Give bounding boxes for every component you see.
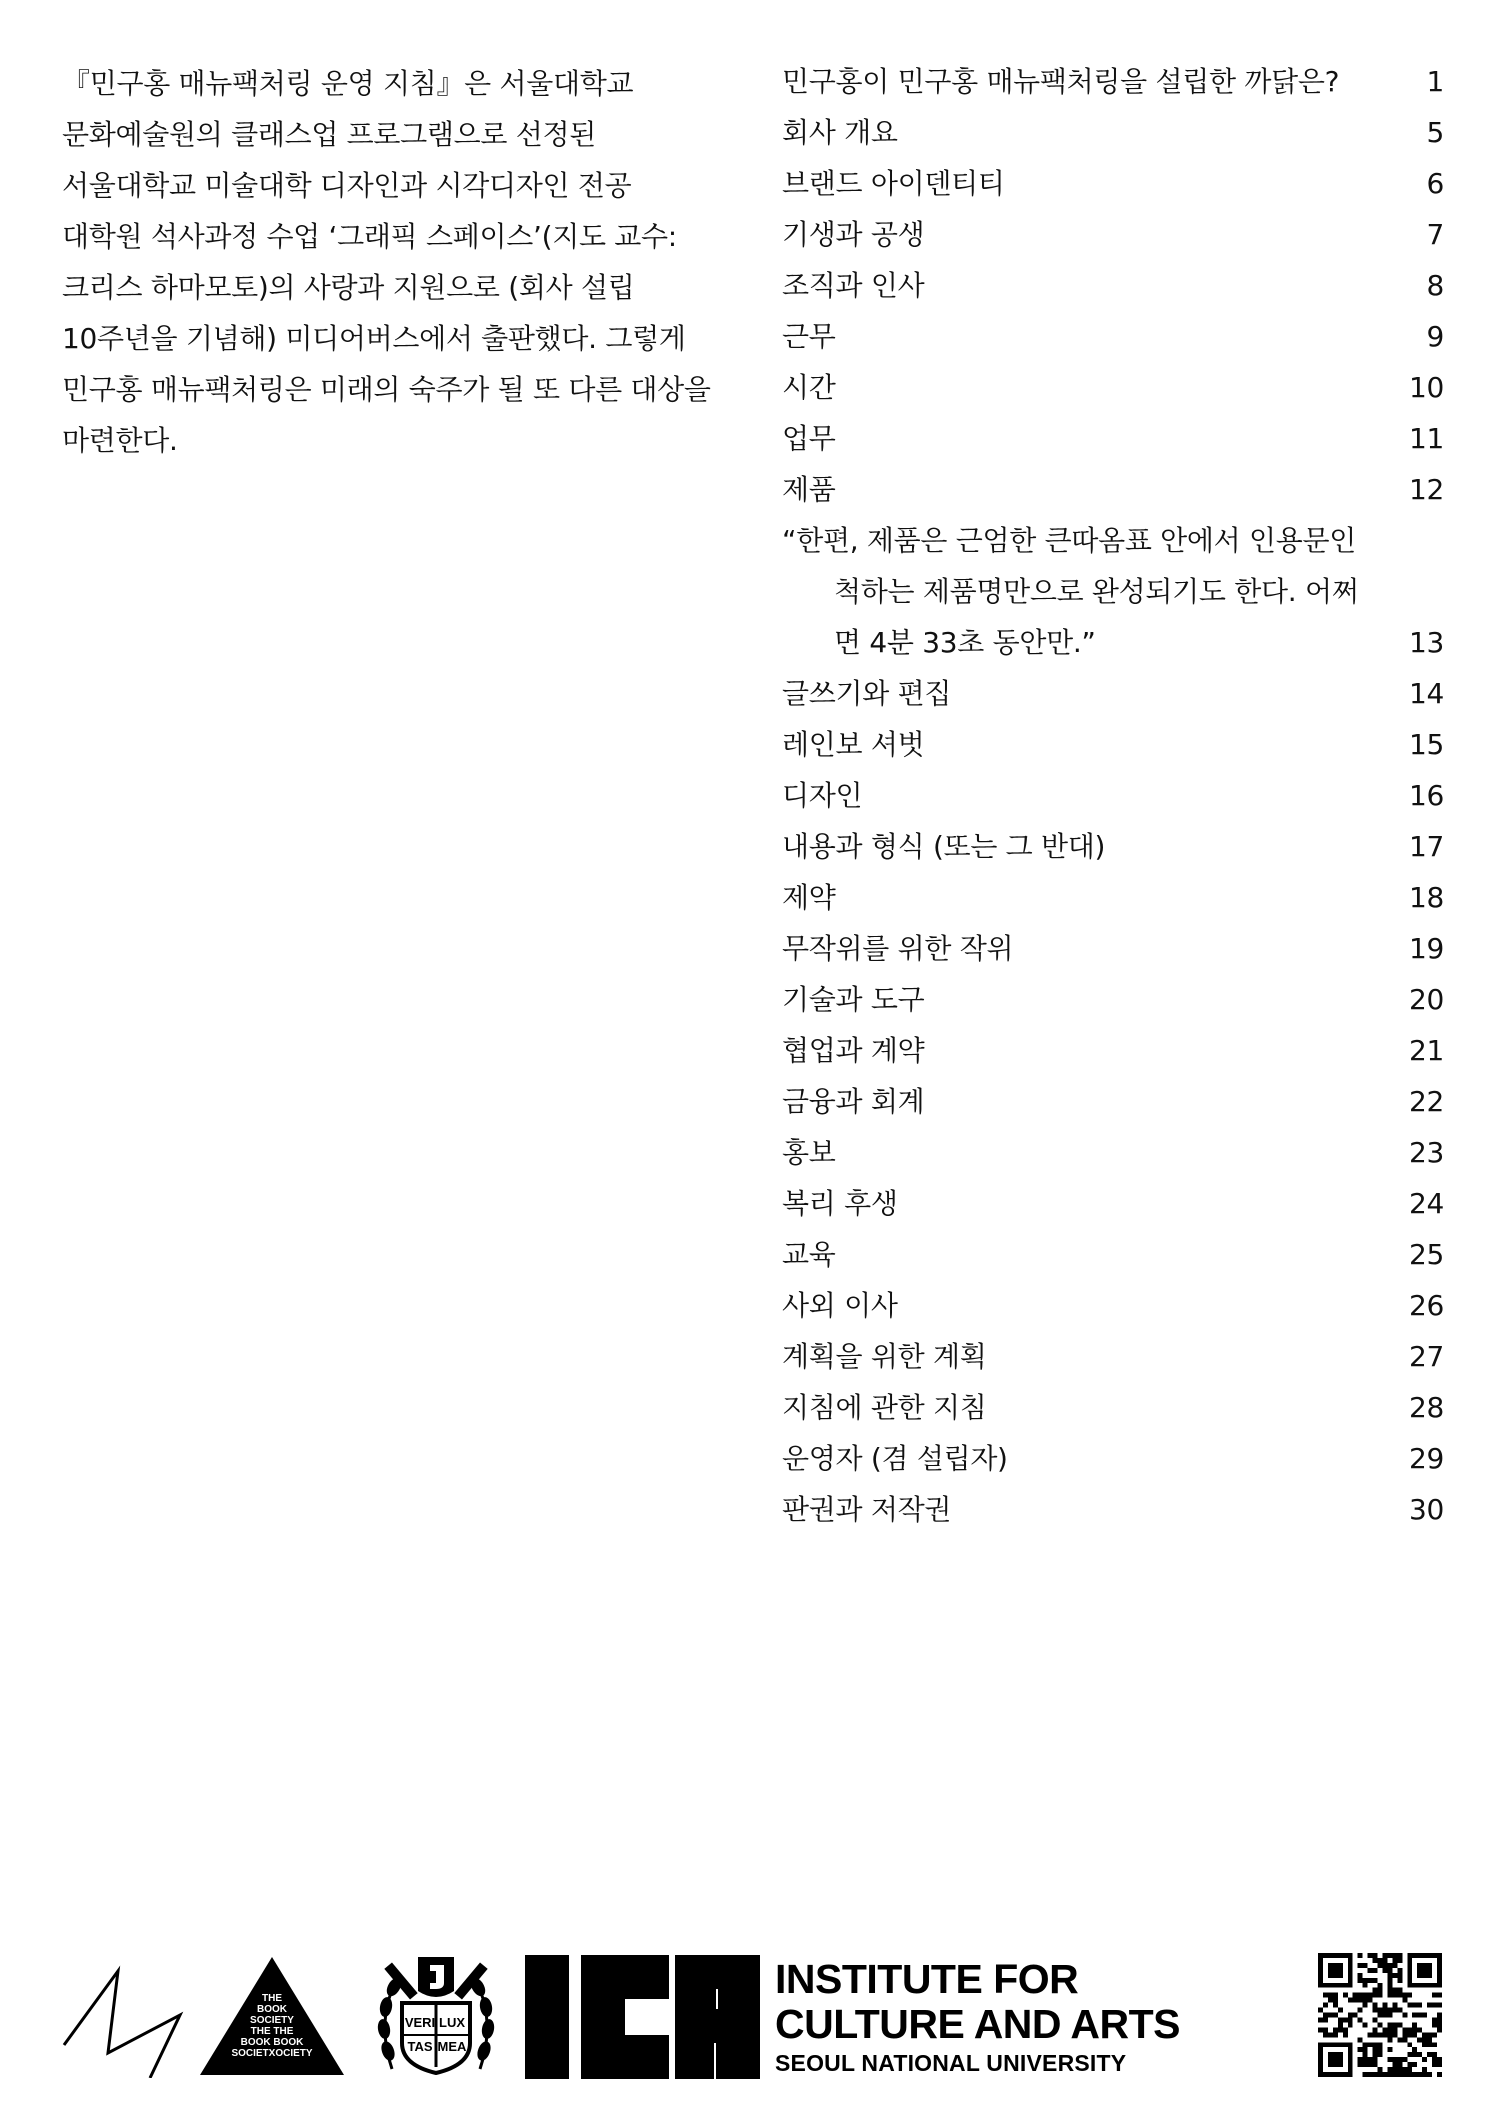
intro-line: 대학원 석사과정 수업 ‘그래픽 스페이스’(지도 교수:: [62, 220, 677, 253]
toc-entry: [782, 107, 1444, 158]
ica-wordmark: [775, 1957, 1195, 2079]
toc-entry-page: 18: [1408, 881, 1444, 914]
toc-entry-page: 1: [1426, 65, 1444, 98]
toc-entry-title: 지침에 관한 지침: [782, 1391, 987, 1424]
ica-wordmark-line: CULTURE AND ARTS: [775, 2001, 1181, 2047]
toc-entry-title: “한편, 제품은 근엄한 큰따옴표 안에서 인용문인 척하는 제품명만으로 완성되기도 한다. 어쩌면 4분 33초 동안만.”: [782, 524, 1359, 659]
toc-entry-title: 기생과 공생: [782, 218, 925, 251]
toc-entry-title: 업무: [782, 422, 836, 455]
table-of-contents: [782, 56, 1444, 1535]
toc-entry: [782, 719, 1444, 770]
toc-entry: [782, 515, 1444, 668]
intro-line: 10주년을 기념해) 미디어버스에서 출판했다. 그렇게: [62, 322, 686, 355]
toc-entry: [782, 923, 1444, 974]
bolt-logo-icon: [60, 1953, 185, 2078]
book-society-logo: [198, 1955, 346, 2077]
toc-entry-page: 25: [1408, 1238, 1444, 1271]
seal-text: VERI: [404, 2015, 436, 2030]
toc-entry: [782, 1076, 1444, 1127]
toc-entry-title: 사외 이사: [782, 1289, 898, 1322]
toc-entry-title: 판권과 저작권: [782, 1493, 952, 1526]
toc-entry-title: 제품: [782, 473, 836, 506]
toc-entry-page: 27: [1408, 1340, 1444, 1373]
toc-entry-page: 14: [1408, 677, 1444, 710]
toc-entry-title: 디자인: [782, 779, 863, 812]
toc-entry: [782, 872, 1444, 923]
toc-entry-title: 제약: [782, 881, 836, 914]
intro-paragraph: [62, 58, 722, 466]
toc-entry-page: 28: [1408, 1391, 1444, 1424]
ica-logo-icon: [525, 1955, 760, 2079]
toc-entry: [782, 260, 1444, 311]
toc-entry: [782, 1127, 1444, 1178]
toc-entry-page: 8: [1426, 269, 1444, 302]
toc-entry-page: 5: [1426, 116, 1444, 149]
qr-code-icon[interactable]: [1318, 1953, 1442, 2077]
toc-entry-title: 조직과 인사: [782, 269, 925, 302]
toc-entry: [782, 1331, 1444, 1382]
toc-entry: [782, 158, 1444, 209]
intro-line: 마련한다.: [62, 424, 178, 457]
toc-entry: [782, 1382, 1444, 1433]
toc-entry-page: 11: [1408, 422, 1444, 455]
toc-entry-page: 6: [1426, 167, 1444, 200]
toc-entry-title: 운영자 (겸 설립자): [782, 1442, 1008, 1475]
toc-entry-title: 협업과 계약: [782, 1034, 925, 1067]
toc-entry-page: 22: [1408, 1085, 1444, 1118]
toc-entry: [782, 1025, 1444, 1076]
toc-entry-page: 15: [1408, 728, 1444, 761]
toc-entry: [782, 770, 1444, 821]
toc-entry: [782, 1178, 1444, 1229]
footer-logos: [0, 1945, 1500, 2085]
toc-entry: [782, 56, 1444, 107]
intro-line: 문화예술원의 클래스업 프로그램으로 선정된: [62, 118, 597, 151]
intro-line: 『민구홍 매뉴팩처링 운영 지침』은 서울대학교: [62, 67, 634, 100]
toc-entry: [782, 209, 1444, 260]
toc-entry: [782, 311, 1444, 362]
toc-entry-page: 9: [1426, 320, 1444, 353]
toc-entry-title: 복리 후생: [782, 1187, 898, 1220]
toc-entry-page: 10: [1408, 371, 1444, 404]
toc-entry-page: 30: [1408, 1493, 1444, 1526]
seal-text: MEA: [437, 2039, 467, 2054]
toc-entry-page: 20: [1408, 983, 1444, 1016]
toc-entry: [782, 464, 1444, 515]
ica-wordmark-line: SEOUL NATIONAL UNIVERSITY: [775, 2050, 1127, 2076]
toc-entry-title: 홍보: [782, 1136, 836, 1169]
seal-text: LUX: [439, 2015, 465, 2030]
toc-entry-title: 내용과 형식 (또는 그 반대): [782, 830, 1106, 863]
toc-entry: [782, 1229, 1444, 1280]
toc-entry: [782, 1484, 1444, 1535]
toc-entry: [782, 821, 1444, 872]
toc-entry-title: 근무: [782, 320, 836, 353]
toc-entry: [782, 668, 1444, 719]
intro-line: 크리스 하마모토)의 사랑과 지원으로 (회사 설립: [62, 271, 635, 304]
toc-entry-page: 26: [1408, 1289, 1444, 1322]
toc-entry: [782, 1433, 1444, 1484]
toc-entry-title: 브랜드 아이덴티티: [782, 167, 1005, 200]
toc-entry: [782, 974, 1444, 1025]
toc-entry-title: 시간: [782, 371, 836, 404]
toc-entry: [782, 1280, 1444, 1331]
toc-entry-page: 23: [1408, 1136, 1444, 1169]
toc-entry-page: 24: [1408, 1187, 1444, 1220]
toc-entry-page: 19: [1408, 932, 1444, 965]
ica-wordmark-line: INSTITUTE FOR: [775, 1956, 1079, 2002]
toc-entry: [782, 413, 1444, 464]
toc-entry-title: 교육: [782, 1238, 836, 1271]
intro-line: 서울대학교 미술대학 디자인과 시각디자인 전공: [62, 169, 632, 202]
toc-entry-title: 회사 개요: [782, 116, 898, 149]
book-society-logo-text: THE BOOK SOCIETY THE THE BOOK BOOK SOCIETXOCIETY: [231, 1993, 313, 2059]
toc-entry-title: 무작위를 위한 작위: [782, 932, 1014, 965]
toc-entry-page: 17: [1408, 830, 1444, 863]
intro-line: 민구홍 매뉴팩처링은 미래의 숙주가 될 또 다른 대상을: [62, 373, 711, 406]
toc-entry-title: 레인보 셔벗: [782, 728, 925, 761]
toc-entry-title: 글쓰기와 편집: [782, 677, 952, 710]
toc-entry-page: 13: [1408, 626, 1444, 659]
toc-entry: [782, 362, 1444, 413]
toc-entry-title: 계획을 위한 계획: [782, 1340, 987, 1373]
seal-text: TAS: [407, 2039, 433, 2054]
toc-entry-title: 기술과 도구: [782, 983, 925, 1016]
toc-entry-title: 민구홍이 민구홍 매뉴팩처링을 설립한 까닭은?: [782, 65, 1340, 98]
snu-seal-icon: [374, 1951, 498, 2081]
toc-entry-page: 29: [1408, 1442, 1444, 1475]
toc-entry-page: 12: [1408, 473, 1444, 506]
toc-entry-title: 금융과 회계: [782, 1085, 925, 1118]
toc-entry-page: 21: [1408, 1034, 1444, 1067]
toc-entry-page: 16: [1408, 779, 1444, 812]
toc-entry-page: 7: [1426, 218, 1444, 251]
